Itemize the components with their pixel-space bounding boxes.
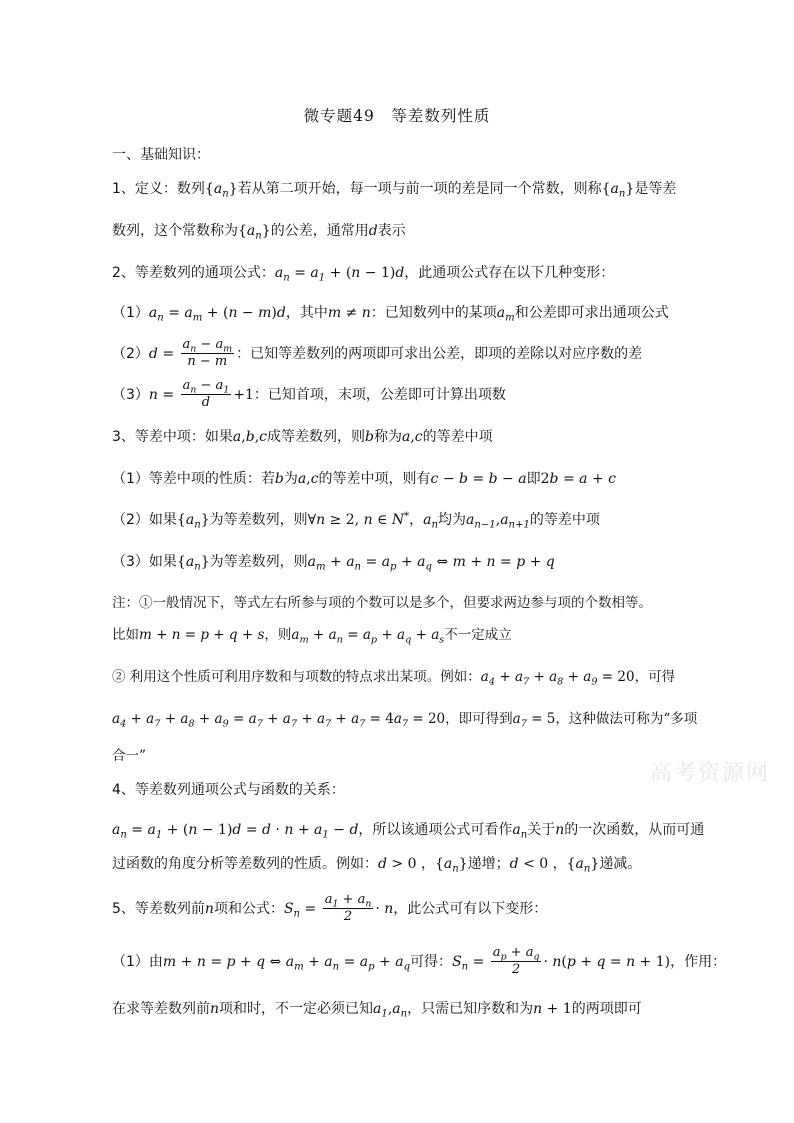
math: m + n = p + q ⇔ $a_m + a_n = a_p + a_q$	[162, 953, 411, 973]
variant-3: （3）n = $\frac{a_n - a_1}{d}$ +1：已知首项，末项，公差即可计算出项数	[112, 378, 506, 411]
math: m + n = p + q + s	[139, 627, 265, 643]
math: $\{a_n\}$	[238, 223, 271, 242]
math: $a_n = a_m + (n - m)d$	[148, 305, 286, 324]
math: ∀n ≥ 2, n ∈ N*	[307, 510, 410, 528]
arithmetic-mean-definition: 3、等差中项：如果a,b,c成等差数列，则b称为a,c的等差中项	[112, 429, 493, 445]
variant-1: $(1)a_n = a_m + (n - m)d$，其中m ≠ n：已知数列中的某项$a_m$和公差即可求出通项公式	[112, 305, 669, 324]
mean-property-2: （2）如果$\{a_n\}$为等差数列，则∀n ≥ 2, n ∈ N*，$a_n$均为$a_{n-1},a_{n+1}$的等差中项	[112, 510, 600, 531]
note-line-4: $a_4 + a_7 + a_8 + a_9 = a_7 + a_7 + a_7 + a_7 = 4a_7 = 20$，即可得到$a_7 = 5$，这种做法可称为“多项	[112, 711, 698, 730]
variant-2: （2）d = $\frac{a_n - a_m}{n - m}$ ：已知等差数列的两项即可求出公差，即项的差除以对应序数的差	[112, 337, 643, 370]
math: n	[204, 900, 214, 917]
function-relation-line-2: 过函数的角度分析等差数列的性质。例如：d > 0 ，$\{a_n\}$递增；d < 0 ，$\{a_n\}$递减。	[112, 856, 642, 875]
math: $a_n = a_1 + (n - 1)d = d \cdot n + a_1 - d$	[112, 822, 359, 841]
math: 2b = a + c	[540, 471, 616, 487]
definition-line-2: 数列，这个常数称为$\{a_n\}$的公差，通常用d表示	[112, 223, 406, 242]
math: m ≠ n	[327, 305, 371, 321]
function-relation-heading: 4、等差数列通项公式与函数的关系：	[112, 782, 345, 798]
math: d < 0 ，$\{a_n\}$	[509, 856, 600, 875]
fraction: $\frac{a_1 + a_n}{2}$	[324, 892, 372, 925]
section-heading: 一、基础知识：	[112, 147, 210, 163]
fraction: $\frac{a_p + a_q}{2}$	[492, 945, 540, 978]
definition-line-1: 1、定义：数列$\{a_n\}$若从第二项开始，每一项与前一项的差是同一个常数，则称$\{a_n\}$是等差	[112, 181, 677, 200]
general-term-formula: 2、等差数列的通项公式：$a_n = a_1 + (n - 1)d$，此通项公式存在以下几种变形：	[112, 265, 615, 284]
mean-property-1: （1）等差中项的性质：若b为a,c的等差中项，则有c − b = b − a即2b = a + c	[112, 471, 616, 487]
math: +1	[233, 386, 254, 403]
sum-variant-1: （1）由m + n = p + q ⇔ $a_m + a_n = a_p + a_q$可得：$S_n$ = $\frac{a_p + a_q}{2}$ · n(p + q = n + 1)，作用：	[112, 945, 727, 978]
math: a,c	[401, 429, 423, 445]
math: d	[368, 223, 378, 239]
math: $a_4 + a_7 + a_8 + a_9 = a_7 + a_7 + a_7 + a_7 = 4a_7 = 20$	[112, 711, 446, 730]
math: n =	[148, 386, 179, 403]
math: a,b,c	[232, 429, 267, 445]
math: $a_m$	[496, 305, 515, 324]
math: $a_n = a_1 + (n - 1)d$	[274, 265, 405, 284]
math: $a_7 = 5$	[512, 711, 556, 730]
math: $\{a_n\}$	[601, 181, 635, 200]
math: $S_n$ =	[283, 900, 321, 920]
math: $a_n$	[512, 822, 528, 841]
watermark: 高考资源网	[650, 761, 771, 786]
note-line-2: 比如m + n = p + q + s，则$a_m + a_n = a_p + a_q + a_s$不一定成立	[112, 627, 512, 646]
math: $a_4 + a_7 + a_8 + a_9 = 20$	[480, 669, 635, 688]
math: $a_m + a_n = a_p + a_q$ ⇔ m + n = p + q	[307, 554, 555, 573]
page-title: 微专题49 等差数列性质	[303, 107, 491, 125]
math: d =	[148, 345, 179, 362]
math: $a_m + a_n = a_p + a_q + a_s$	[291, 627, 445, 646]
math: · n	[375, 900, 394, 917]
math: n	[555, 822, 565, 838]
mean-property-3: （3）如果$\{a_n\}$为等差数列，则$a_m + a_n = a_p + a_q$ ⇔ m + n = p + q	[112, 554, 555, 573]
math: $\{a_n\}$	[176, 512, 210, 531]
math: · n(p + q = n + 1)	[543, 953, 671, 970]
note-line-1: 注：①一般情况下，等式左右所参与项的个数可以是多个，但要求两边参与项的个数相等。	[112, 595, 652, 611]
math: $a_1,a_n$	[373, 1001, 408, 1020]
sum-formula: 5、等差数列前n项和公式：$S_n$ = $\frac{a_1 + a_n}{2}$ · n，此公式可有以下变形：	[112, 892, 548, 925]
math: a,c	[297, 471, 319, 487]
math: ，$a_n$	[409, 512, 439, 531]
fraction: $\frac{a_n - a_m}{n - m}$	[182, 337, 233, 370]
math: $a_{n-1},a_{n+1}$	[466, 512, 530, 531]
note-line-3: ② 利用这个性质可利用序数和与项数的特点求出某项。例如：$a_4 + a_7 + a_8 + a_9 = 20$，可得	[112, 669, 676, 688]
sum-variant-1-continued: 在求等差数列前n项和时，不一定必须已知$a_1,a_n$，只需已知序数和为n + 1的两项即可	[112, 1001, 642, 1020]
math: c − b = b − a	[430, 471, 527, 487]
math: n + 1	[533, 1001, 572, 1017]
math: n	[210, 1001, 220, 1017]
math: b	[365, 429, 374, 445]
math: $S_n$ =	[452, 953, 489, 973]
fraction: $\frac{a_n - a_1}{d}$	[182, 378, 230, 411]
function-relation-line-1: $a_n = a_1 + (n - 1)d = d \cdot n + a_1 - d$，所以该通项公式可看作$a_n$关于n的一次函数，从而可通	[112, 822, 705, 841]
math: b	[274, 471, 284, 487]
note-line-5: 合一”	[112, 748, 146, 764]
math: $\{a_n\}$	[176, 554, 210, 573]
math: d > 0 ，$\{a_n\}$	[378, 856, 468, 875]
math: $\{a_n\}$	[204, 181, 238, 200]
